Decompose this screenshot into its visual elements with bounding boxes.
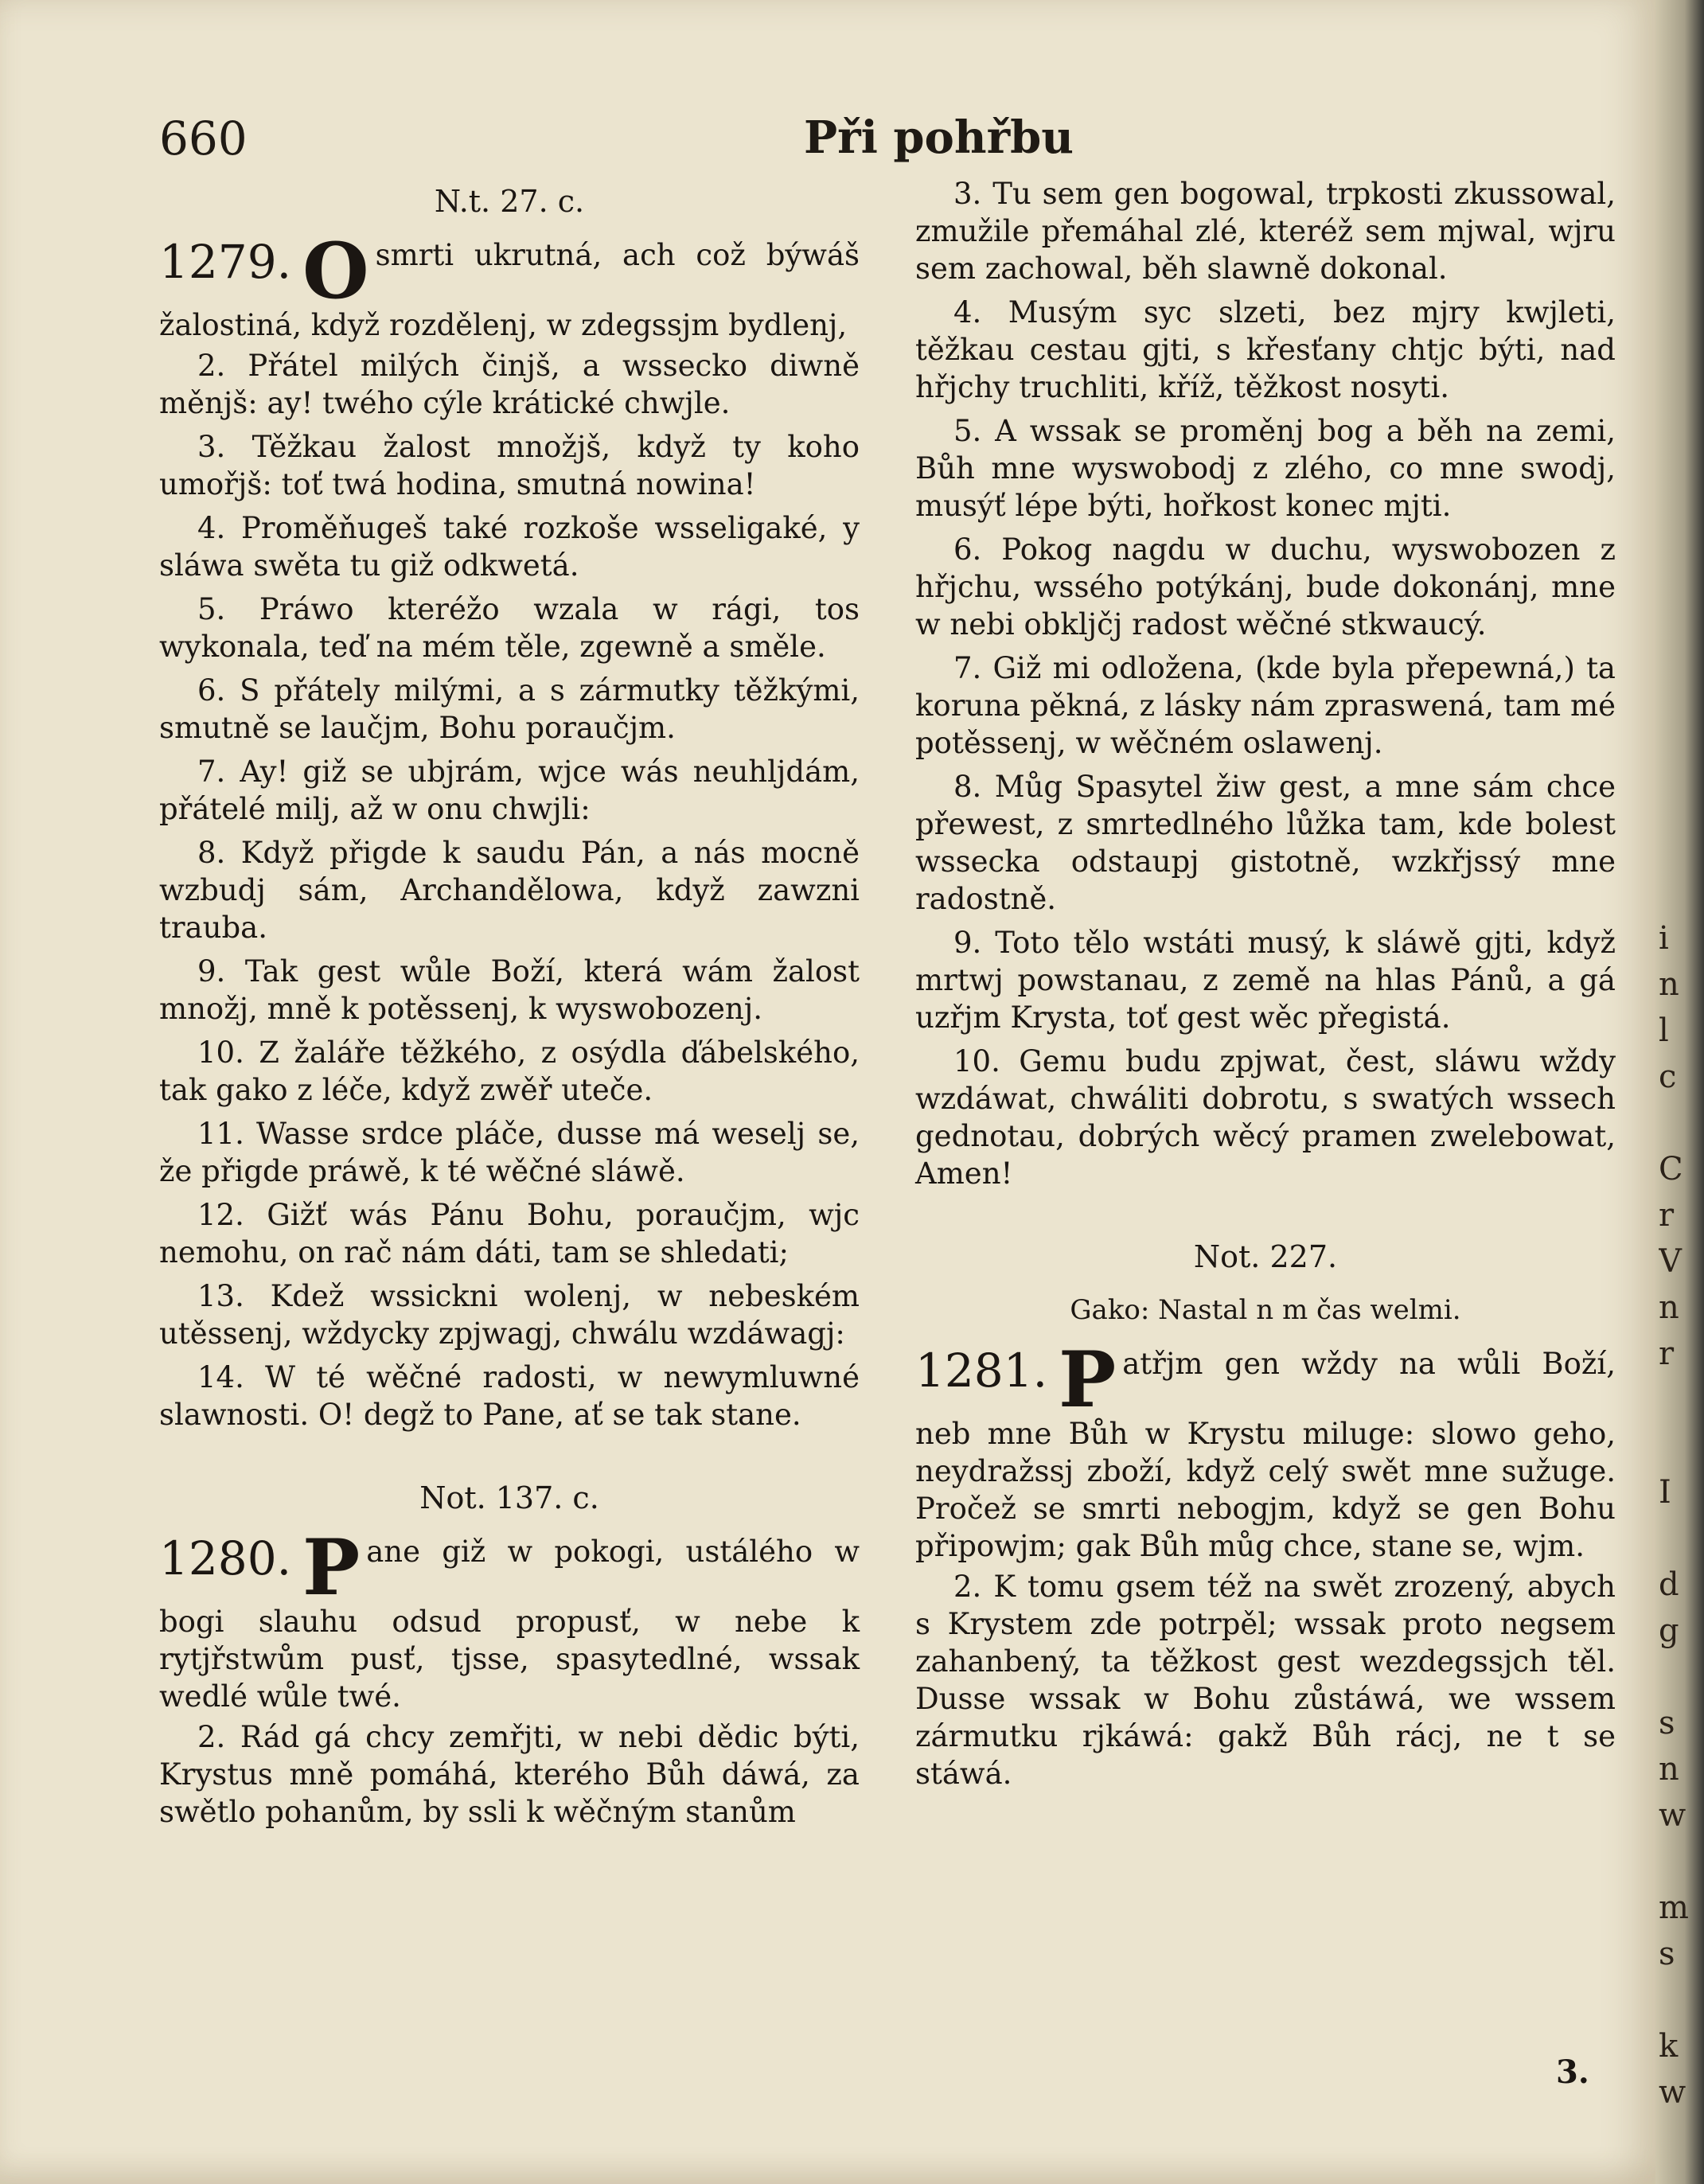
catchword: 3. [1556,2053,1589,2091]
edge-letter [1659,1100,1698,1146]
running-title: Při pohřbu [804,111,1074,164]
hymn-1280-header [159,1523,860,1715]
page-number: 660 [159,111,248,166]
edge-letter: l [1659,1012,1669,1049]
hymn-1280-first-verse: ane giž w pokogi, ustálého w bogi slauhu odsud propusť, w nebe k rytjřstwům pusť, tjsse, spasytedlné, wssak wedlé wůle twé. [159,1535,860,1714]
hymn-1279-header [159,226,860,344]
edge-letter: C [1659,1151,1683,1188]
facing-page-letters [1659,915,1698,2116]
verse: 6. Pokog nagdu w duchu, wyswobozen z hřjchu, wssého potýkánj, bude dokonánj, mne w nebi obkljčj radost wěčné stkwaucý. [915,532,1616,642]
edge-letter: k [1659,2028,1679,2065]
edge-letter: s [1659,1936,1675,1972]
edge-letter: n [1659,966,1679,1003]
verse: 9. Tak gest wůle Boží, která wám žalost množj, mně k potěssenj, k wyswobozenj. [159,954,860,1026]
verse: 8. Když přigde k saudu Pán, a nás mocně wzbudj sám, Archandělowa, když zawzni trauba. [159,836,860,945]
edge-letter: s [1659,1705,1675,1741]
verse: 5. A wssak se proměnj bog a běh na zemi, Bůh mne wyswobodj z zlého, co mne swodj, musýť lépe býti, hořkost konec mjti. [915,414,1616,523]
hymn-1279-first-verse: smrti ukrutná, ach což býwáš žalostiná, když rozdělenj, w zdegssjm bydlenj, [159,238,860,342]
hymn-number-1280: 1280. [159,1531,292,1585]
hymn-1281-first-verse: atřjm gen wždy na wůli Boží, neb mne Bůh w Krystu miluge: slowo geho, neydražssj zboží, když celý swět mne sužuge. Pročež se smrti nebogjm, když se gen Bohu připowjm; gak Bůh můg chce, stane se, wjm. [915,1347,1616,1563]
tune-label-3: Not. 227. [1193,1239,1338,1274]
hymn-1279-verses [159,347,860,1433]
verse: 2. Přátel milých činjš, a wssecko diwně měnjš: ay! twého cýle krátické chwjle. [159,349,860,420]
verse: 11. Wasse srdce pláče, dusse má weselj se, že přigde práwě, k té wěčné sláwě. [159,1117,860,1188]
edge-letter: I [1659,1474,1671,1511]
verse: 2. Rád gá chcy zemřjti, w nebi dědic býti, Krystus mně pomáhá, kterého Bůh dáwá, za swětlo pohanům, by ssli k wěčným stanům [159,1720,860,1829]
hymn-1280-continued-verses [915,175,1616,1192]
edge-letter: n [1659,1751,1679,1788]
verse: 5. Práwo kteréžo wzala w rági, tos wykonala, teď na mém těle, zgewně a směle. [159,592,860,664]
edge-letter: m [1659,1890,1689,1926]
tune-label-2: Not. 137. c. [419,1480,599,1515]
hymn-1281-header [915,1335,1616,1565]
verse: 3. Tu sem gen bogowal, trpkosti zkussowal, zmužile přemáhal zlé, kteréž sem mjwal, wjru sem zachowal, běh slawně dokonal. [915,177,1616,286]
hymn-1281-verses [915,1568,1616,1792]
verse: 13. Kdež wssickni wolenj, w nebeském utěssenj, wždycky zpjwagj, chwálu wzdáwagj: [159,1279,860,1351]
verse: 6. S přátely milými, a s zármutky těžkými, smutně se laučjm, Bohu poraučjm. [159,673,860,745]
edge-letter [1659,1377,1698,1423]
edge-letter [1659,1654,1698,1700]
verse: 3. Těžkau žalost množjš, když ty koho umořjš: toť twá hodina, smutná nowina! [159,430,860,501]
drop-cap-initial: P [1059,1335,1117,1425]
verse: 14. W té wěčné radosti, w newymluwné slawnosti. O! degž to Pane, ať se tak stane. [159,1360,860,1432]
verse: 7. Giž mi odložena, (kde byla přepewná,) ta koruna pěkná, z lásky nám zpraswená, tam mé potěssenj, w wěčném oslawenj. [915,651,1616,760]
edge-letter [1659,1839,1698,1885]
tune-subtitle-3: Gako: Nastal n m čas welmi. [1070,1294,1461,1326]
edge-letter [1659,1977,1698,2023]
verse: 2. K tomu gsem též na swět zrozený, abych s Krystem zde potrpěl; wssak proto negsem zahanbený, ta těžkost gest wezdegssjch těl. Dusse wssak w Bohu zůstáwá, we wssem zármutku rjkáwá: gakž Bůh rácj, ne t se stáwá. [915,1570,1616,1791]
edge-letter: r [1659,1336,1675,1372]
edge-letter: w [1659,1797,1686,1834]
verse: 9. Toto tělo wstáti musý, k sláwě gjti, když mrtwj powstanau, z země na hlas Pánů, a gá uzřjm Krysta, toť gest wěc přegistá. [915,926,1616,1035]
edge-letter: c [1659,1059,1677,1095]
edge-letter: V [1659,1243,1682,1280]
left-column [159,175,860,1837]
edge-letter: r [1659,1197,1675,1234]
verse: 8. Můg Spasytel žiw gest, a mne sám chce přewest, z smrtedlného lůžka tam, kde bolest wssecka odstaupj gistotně, wzkřjssý mne radostně. [915,770,1616,916]
drop-cap-initial: O [302,226,369,316]
edge-letter: w [1659,2074,1686,2111]
verse: 12. Gižť wás Pánu Bohu, poraučjm, wjc nemohu, on rač nám dáti, tam se shledati; [159,1198,860,1269]
edge-letter: n [1659,1289,1679,1326]
edge-letter [1659,1423,1698,1469]
tune-label-1: N.t. 27. c. [434,184,585,219]
right-column [915,175,1616,1799]
verse: 10. Z žaláře těžkého, z osýdla ďábelského, tak gako z léče, když zwěř uteče. [159,1035,860,1107]
edge-letter: g [1659,1613,1679,1649]
verse: 4. Proměňugeš také rozkoše wsseligaké, y sláwa swěta tu giž odkwetá. [159,511,860,583]
edge-letter: i [1659,920,1669,957]
edge-letter: d [1659,1566,1679,1603]
drop-cap-initial: P [302,1523,361,1613]
hymn-1280-verses [159,1718,860,1831]
verse: 10. Gemu budu zpjwat, čest, sláwu wždy wzdáwat, chwáliti dobrotu, s swatých wssech gednotau, dobrých wěcý pramen zwelebowat, Amen! [915,1044,1616,1191]
hymn-number-1281: 1281. [915,1344,1048,1398]
hymn-number-1279: 1279. [159,235,292,289]
edge-letter [1659,1515,1698,1562]
verse: 4. Musým syc slzeti, bez mjry kwjleti, těžkau cestau gjti, s křesťany chtjc býti, nad hřjchy truchliti, kříž, těžkost nosyti. [915,295,1616,404]
verse: 7. Ay! giž se ubjrám, wjce wás neuhljdám, přátelé milj, až w onu chwjli: [159,755,860,826]
